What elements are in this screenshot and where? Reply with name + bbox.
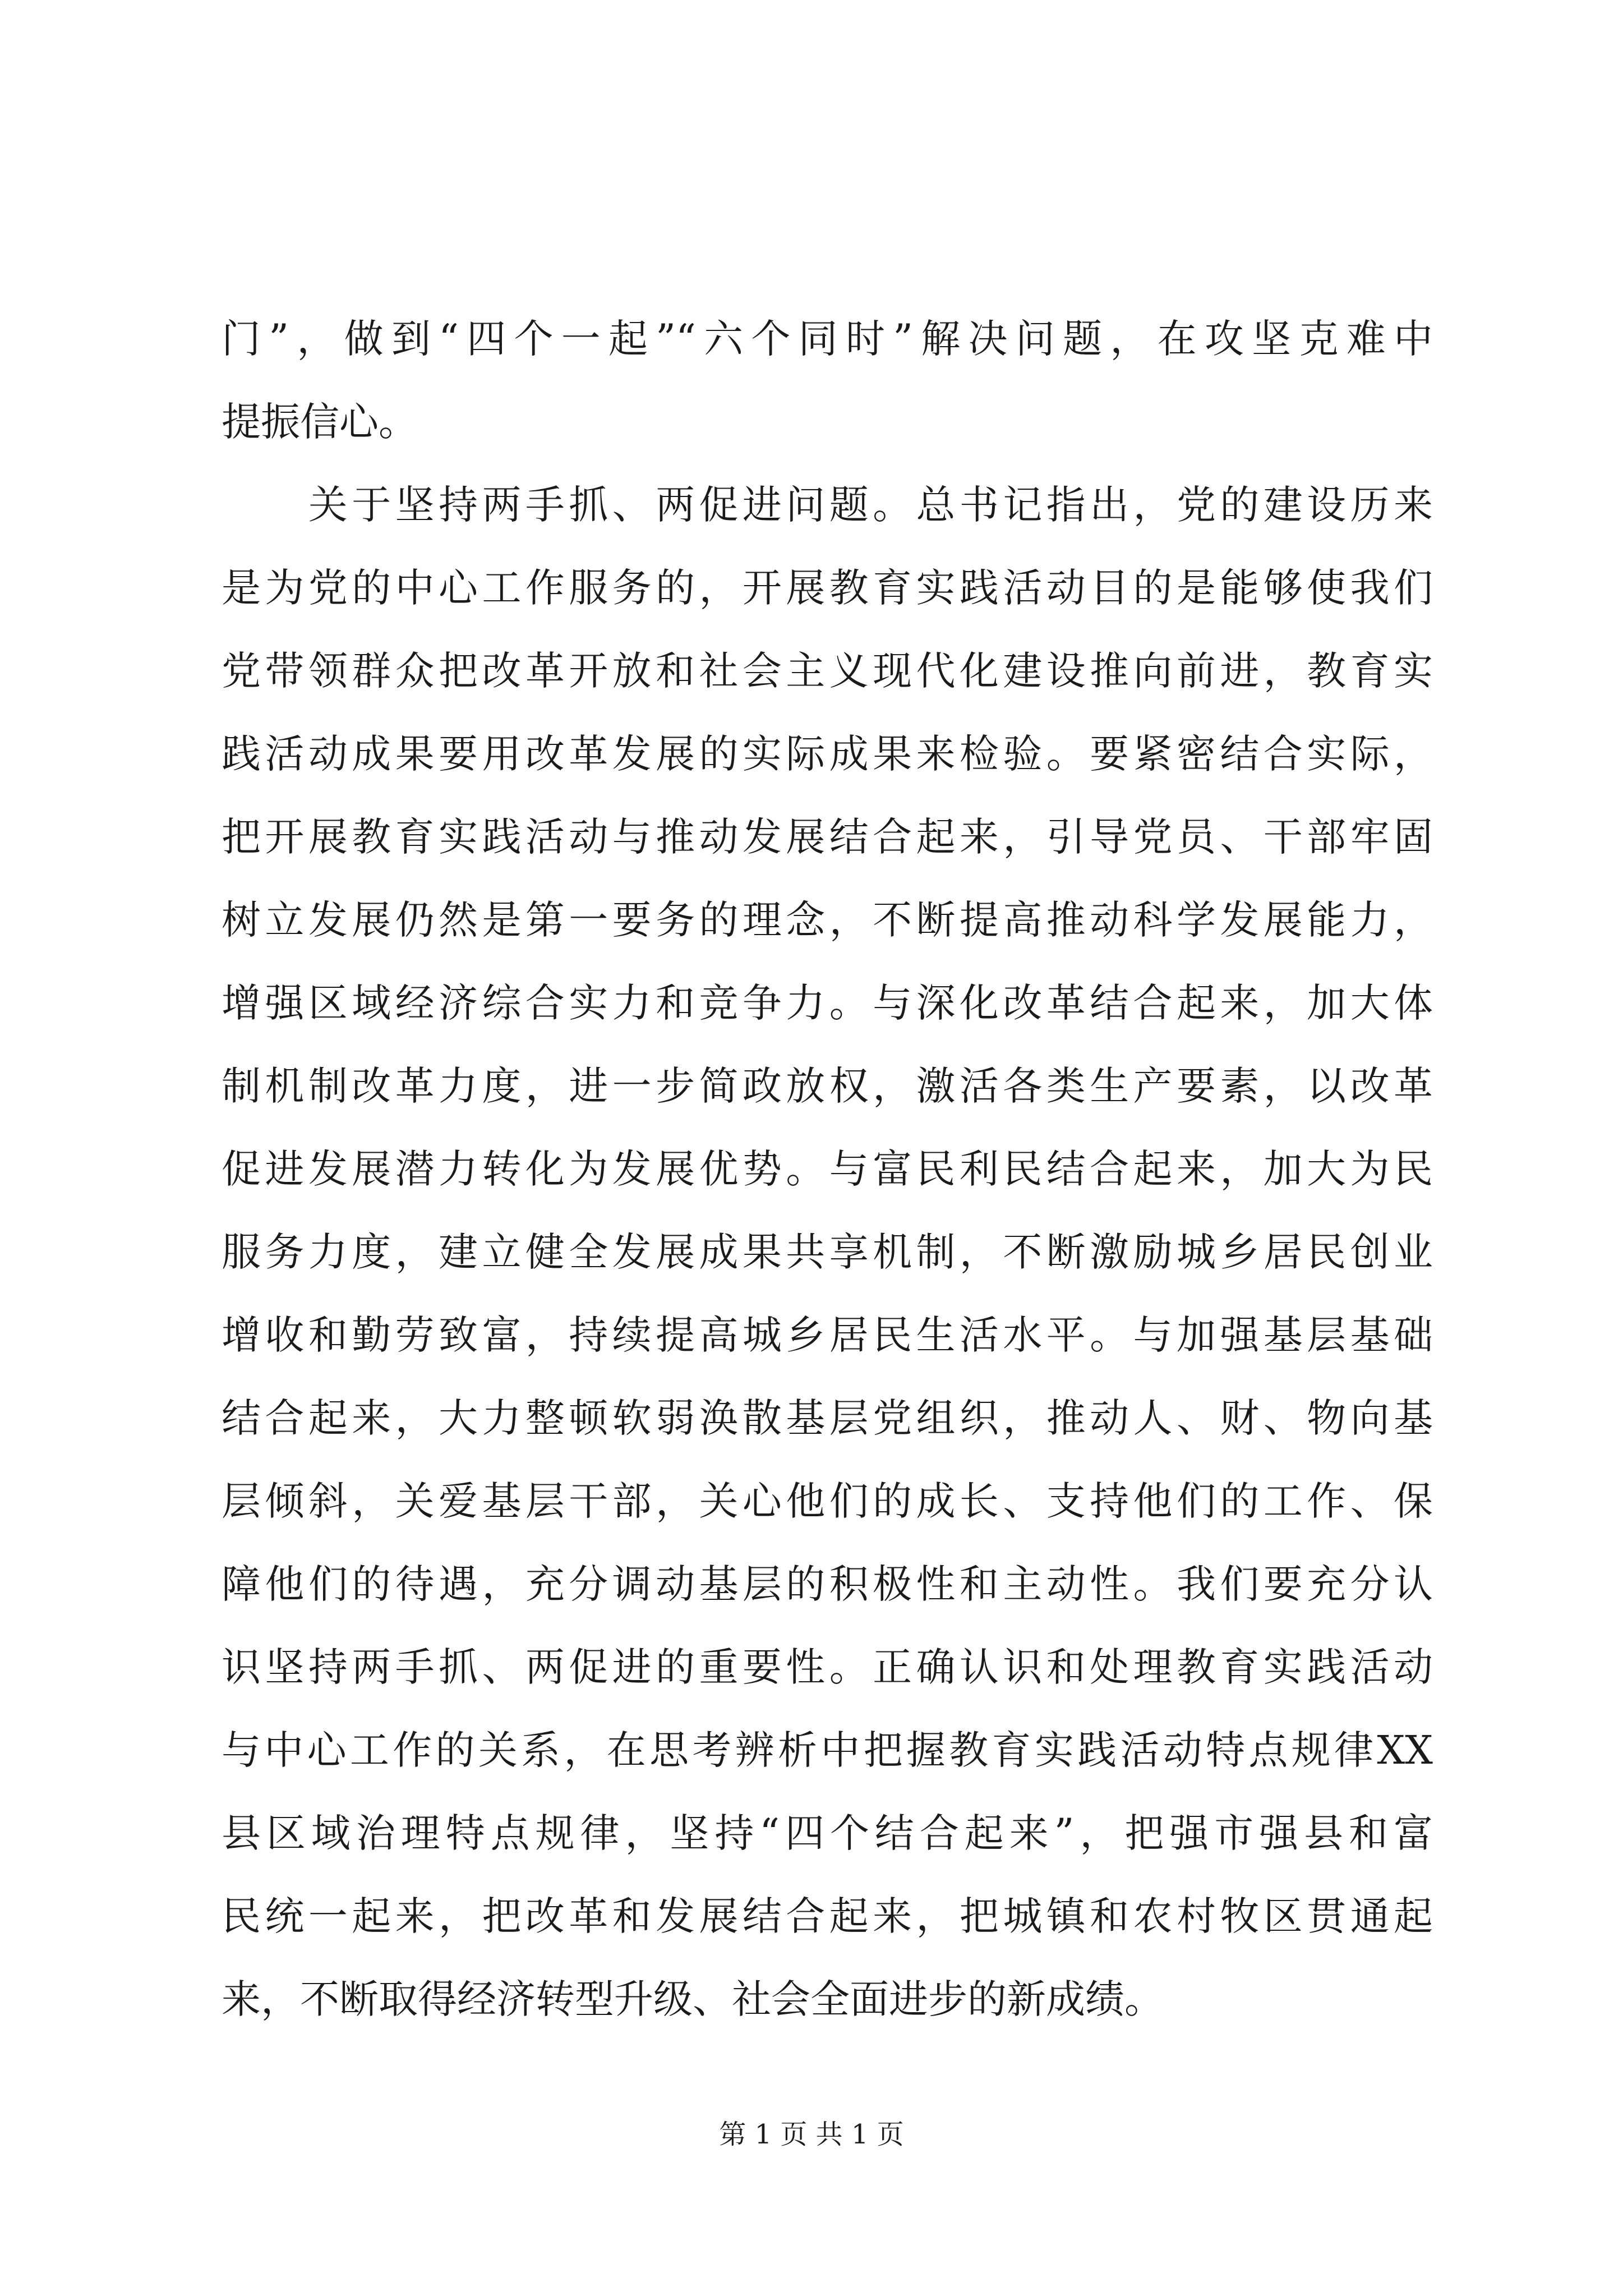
text-line: 来，不断取得经济转型升级、社会全面进步的新成绩。 [222,1976,1164,2022]
text-line: 县区域治理特点规律，坚持“四个结合起来”，把强市强县和富 [222,1810,1433,1856]
text-line: 党带领群众把改革开放和社会主义现代化建设推向前进，教育实 [222,648,1433,694]
text-line: 结合起来，大力整顿软弱涣散基层党组织，推动人、财、物向基 [222,1395,1433,1441]
text-line: 识坚持两手抓、两促进的重要性。正确认识和处理教育实践活动 [222,1644,1433,1690]
text-line: 提振信心。 [222,399,418,445]
page-number-label: 第 1 页 共 1 页 [719,2119,904,2150]
text-line: 与中心工作的关系，在思考辨析中把握教育实践活动特点规律XX [222,1727,1433,1773]
text-line: 促进发展潜力转化为发展优势。与富民利民结合起来，加大为民 [222,1146,1433,1192]
text-line: 门”，做到“四个一起”“六个同时”解决问题，在攻坚克难中 [222,316,1433,362]
text-line: 增强区域经济综合实力和竞争力。与深化改革结合起来，加大体 [222,980,1433,1026]
text-line: 层倾斜，关爱基层干部，关心他们的成长、支持他们的工作、保 [222,1478,1433,1524]
text-line: 践活动成果要用改革发展的实际成果来检验。要紧密结合实际， [222,731,1433,777]
text-line: 关于坚持两手抓、两促进问题。总书记指出，党的建设历来 [222,482,1433,528]
text-line: 把开展教育实践活动与推动发展结合起来，引导党员、干部牢固 [222,814,1433,860]
text-line: 制机制改革力度，进一步简政放权，激活各类生产要素，以改革 [222,1063,1433,1109]
body-text [222,297,1433,2041]
text-line: 障他们的待遇，充分调动基层的积极性和主动性。我们要充分认 [222,1561,1433,1607]
text-line: 是为党的中心工作服务的，开展教育实践活动目的是能够使我们 [222,565,1433,611]
text-line: 服务力度，建立健全发展成果共享机制，不断激励城乡居民创业 [222,1229,1433,1275]
page-footer [0,2115,1623,2154]
text-line: 树立发展仍然是第一要务的理念，不断提高推动科学发展能力， [222,897,1433,943]
text-line: 民统一起来，把改革和发展结合起来，把城镇和农村牧区贯通起 [222,1893,1433,1939]
text-line: 增收和勤劳致富，持续提高城乡居民生活水平。与加强基层基础 [222,1312,1433,1358]
